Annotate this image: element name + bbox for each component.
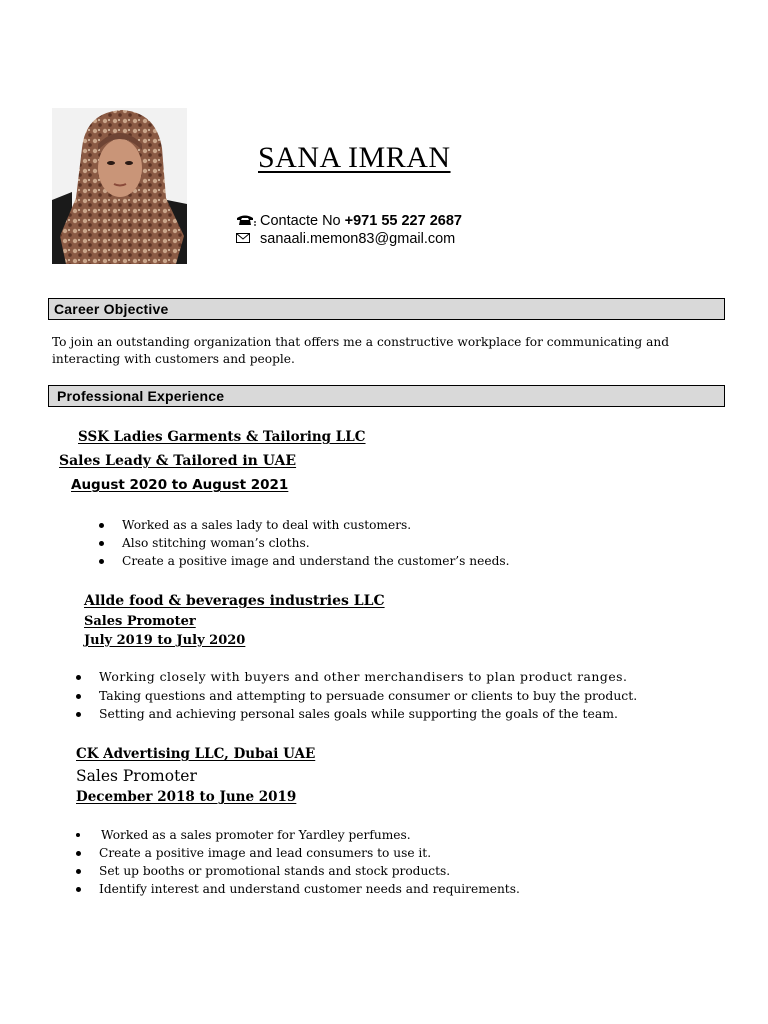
job-3-period: December 2018 to June 2019	[76, 789, 297, 805]
candidate-name: SANA IMRAN	[258, 141, 451, 174]
career-objective-text: To join an outstanding organization that offers me a constructive workplace for communicating and interacting with customers and people.	[52, 335, 669, 366]
job-2-role: Sales Promoter	[84, 614, 196, 629]
job-3-company: CK Advertising LLC, Dubai UAE	[76, 746, 316, 762]
list-item: Working closely with buyers and other merchandisers to plan product ranges.	[99, 666, 637, 687]
list-item: Create a positive image and lead consumers to use it.	[99, 844, 520, 862]
career-objective-header: Career Objective	[48, 298, 725, 320]
job-1-bullets	[122, 516, 510, 570]
job-2-bullets	[99, 666, 637, 723]
job-1-role: Sales Leady & Tailored in UAE	[59, 453, 297, 469]
job-3-role: Sales Promoter	[76, 767, 197, 785]
job-2-company: Allde food & beverages industries LLC	[84, 593, 385, 609]
list-item: Also stitching woman’s cloths.	[122, 534, 510, 552]
professional-experience-header: Professional Experience	[48, 385, 725, 407]
envelope-icon	[236, 231, 260, 247]
phone-icon	[236, 213, 260, 229]
email-row	[236, 231, 455, 247]
list-item: Create a positive image and understand the customer’s needs.	[122, 552, 510, 570]
phone-number[interactable]: +971 55 227 2687	[344, 213, 462, 229]
list-item: Setting and achieving personal sales goals while supporting the goals of the team.	[99, 705, 637, 723]
job-2-period: July 2019 to July 2020	[84, 633, 246, 648]
job-3-bullets	[99, 826, 520, 898]
job-1-company: SSK Ladies Garments & Tailoring LLC	[78, 429, 366, 445]
list-item: Set up booths or promotional stands and stock products.	[99, 862, 520, 880]
list-item: Taking questions and attempting to persuade consumer or clients to buy the product.	[99, 687, 637, 705]
email-address[interactable]: sanaali.memon83@gmail.com	[260, 231, 456, 247]
phone-row	[236, 213, 462, 229]
phone-label: Contacte No	[260, 213, 341, 229]
profile-photo	[52, 108, 187, 264]
list-item: Identify interest and understand customer needs and requirements.	[99, 880, 520, 898]
list-item: Worked as a sales promoter for Yardley perfumes.	[99, 826, 520, 844]
job-1-period: August 2020 to August 2021	[71, 477, 289, 493]
list-item: Worked as a sales lady to deal with customers.	[122, 516, 510, 534]
